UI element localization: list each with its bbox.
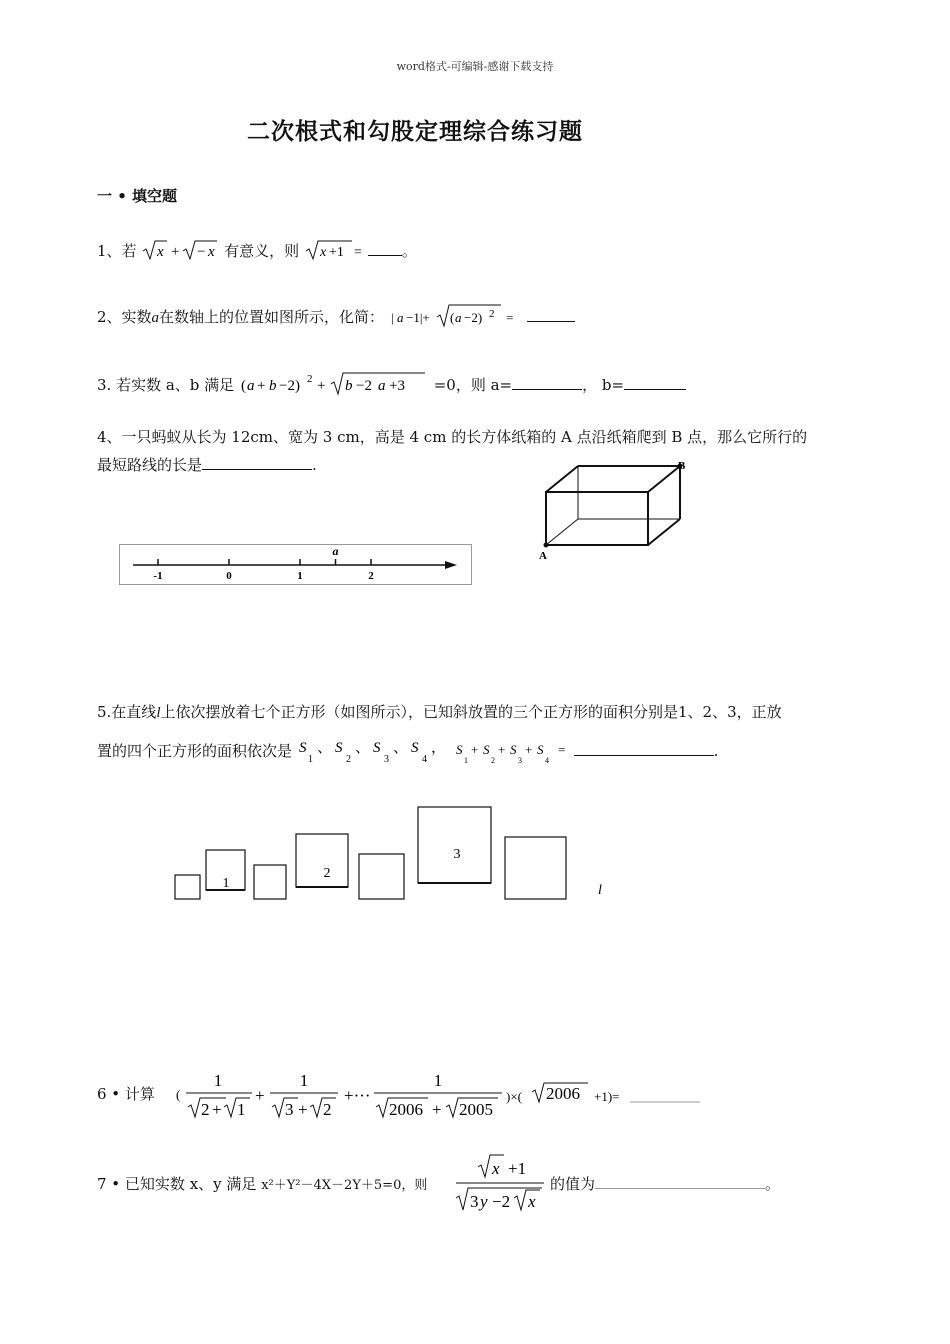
- svg-text:3: 3: [470, 1192, 479, 1211]
- label-a: A: [539, 550, 547, 562]
- q3-b-label: ， b=: [582, 376, 625, 394]
- point-a-label: a: [332, 544, 339, 558]
- number-line-figure: [119, 544, 472, 585]
- svg-text:b: b: [344, 378, 353, 394]
- svg-text:+: +: [524, 742, 532, 757]
- line-label: l: [598, 883, 602, 898]
- svg-text:3: 3: [285, 1100, 294, 1119]
- s1: S: [298, 740, 307, 756]
- q7-fraction: [452, 1152, 548, 1218]
- svg-text:a: a: [246, 378, 255, 394]
- svg-text:(: (: [176, 1087, 181, 1102]
- q7-prefix: 7 • 已知实数 x、y 满足: [97, 1175, 257, 1193]
- s3: S: [372, 740, 381, 756]
- svg-text:、: 、: [392, 740, 408, 756]
- svg-text:b: b: [268, 378, 277, 394]
- question-5-line-2: [97, 736, 718, 766]
- question-2: [97, 303, 575, 330]
- svg-text:+: +: [432, 1100, 442, 1119]
- q5-line1-rest: 上依次摆放着七个正方形（如图所示），已知斜放置的三个正方形的面积分别是1、2、3，正放: [160, 703, 782, 721]
- svg-text:、: 、: [354, 740, 370, 756]
- svg-text:a: a: [377, 378, 386, 394]
- square-label-3: 3: [453, 847, 461, 862]
- s4: S: [410, 740, 419, 756]
- svg-text:+···: +···: [344, 1086, 371, 1105]
- svg-text:=: =: [557, 742, 565, 757]
- svg-text:−2): −2): [463, 310, 483, 325]
- tilted-square-3: [418, 807, 491, 883]
- svg-text:S: S: [509, 742, 517, 757]
- label-b: B: [678, 460, 686, 472]
- svg-text:+: +: [497, 742, 505, 757]
- q7-equation: x²＋Y²－4X－2Y＋5=0，则: [261, 1178, 428, 1193]
- svg-text:y: y: [480, 1192, 488, 1211]
- squares-figure: [170, 800, 620, 906]
- svg-text:+: +: [255, 1086, 265, 1105]
- point-a-dot: [544, 543, 549, 548]
- q2-variable: a: [151, 310, 160, 326]
- q5-sum-expression: [454, 736, 574, 766]
- svg-text:2: 2: [488, 308, 495, 320]
- q3-prefix: 3. 若实数 a、b 满足: [97, 376, 235, 394]
- svg-text:3: 3: [517, 756, 522, 765]
- svg-text:1: 1: [307, 754, 313, 765]
- svg-text:1: 1: [433, 1071, 443, 1090]
- svg-text:+: +: [298, 1100, 308, 1119]
- q5-line2-text: 置的四个正方形的面积依次是: [97, 742, 293, 760]
- svg-text:4: 4: [544, 756, 549, 765]
- question-1: [97, 238, 417, 263]
- svg-text:1: 1: [213, 1071, 223, 1090]
- svg-text:2: 2: [201, 1100, 210, 1119]
- svg-text:2: 2: [490, 756, 495, 765]
- page-title: 二次根式和勾股定理综合练习题: [247, 118, 583, 145]
- svg-text:=: =: [505, 310, 514, 325]
- svg-text:，: ，: [430, 740, 446, 756]
- svg-text:+1: +1: [328, 245, 344, 260]
- svg-text:2: 2: [323, 1100, 332, 1119]
- svg-text:−: −: [197, 244, 206, 260]
- question-7: [97, 1172, 427, 1198]
- q4-line2-text: 最短路线的长是: [97, 456, 203, 474]
- question-5-line-1: [97, 700, 782, 725]
- q7-answer-blank[interactable]: [595, 1174, 765, 1189]
- q5-line-var: l: [156, 705, 161, 721]
- svg-text:2: 2: [306, 373, 313, 385]
- svg-text:S: S: [482, 742, 490, 757]
- svg-text:1: 1: [237, 1100, 246, 1119]
- svg-text:x: x: [319, 245, 327, 260]
- svg-text:+3: +3: [388, 378, 405, 394]
- q3-expression: [239, 371, 429, 397]
- q2-answer-blank[interactable]: [527, 307, 575, 322]
- q5-line1-start: 5.在直线: [97, 703, 157, 721]
- svg-text:x: x: [157, 244, 164, 260]
- section-heading: 一 • 填空题: [97, 187, 178, 205]
- q4-end: .: [312, 456, 317, 474]
- q2-expression: [389, 303, 527, 329]
- svg-text:x: x: [492, 1159, 500, 1178]
- svg-text:+: +: [212, 1100, 222, 1119]
- q1-middle: 有意义，则: [224, 242, 300, 260]
- q4-answer-blank[interactable]: [202, 455, 312, 470]
- svg-text:a: a: [396, 310, 404, 325]
- q2-text: 在数轴上的位置如图所示，化简：: [159, 308, 385, 326]
- svg-text:−2): −2): [278, 378, 300, 394]
- svg-text:2: 2: [345, 754, 351, 765]
- svg-text:1: 1: [463, 756, 468, 765]
- svg-text:−1|+: −1|+: [405, 310, 430, 325]
- tilted-square-2: [296, 834, 348, 887]
- q3-suffix: =0，则 a=: [433, 376, 513, 394]
- q3-a-blank[interactable]: [512, 375, 582, 390]
- svg-text:−2: −2: [492, 1192, 511, 1211]
- svg-text:x: x: [528, 1192, 536, 1211]
- svg-text:3: 3: [383, 754, 389, 765]
- number-line-tick-label: 1: [297, 570, 303, 582]
- q6-2006-a: 2006: [389, 1100, 423, 1119]
- number-line-tick-label: 0: [226, 570, 232, 582]
- square-label-1: 1: [222, 876, 230, 891]
- q2-prefix: 2、实数: [97, 308, 152, 326]
- svg-text:S: S: [455, 742, 463, 757]
- svg-text:)×(: )×(: [506, 1089, 522, 1104]
- svg-text:1: 1: [299, 1071, 309, 1090]
- q7-end: 。: [765, 1175, 781, 1193]
- svg-text:+1: +1: [508, 1159, 527, 1178]
- question-4-line-1: 4、一只蚂蚁从长为 12cm、宽为 3 cm，高是 4 cm 的长方体纸箱的 A 点沿纸箱爬到 B 点，那么它所行的: [97, 428, 808, 446]
- q1-prefix: 1、若: [97, 242, 137, 260]
- upright-square-2: [254, 865, 286, 899]
- q1-expression: [304, 238, 368, 262]
- svg-text:−2: −2: [355, 378, 372, 394]
- svg-text:+: +: [256, 378, 266, 394]
- svg-text:+: +: [316, 378, 326, 394]
- cuboid-figure: [532, 456, 692, 566]
- svg-text:x: x: [208, 244, 215, 260]
- q6-prefix: 6 • 计算: [97, 1085, 155, 1103]
- square-label-2: 2: [323, 866, 331, 881]
- upright-square-3: [359, 854, 404, 899]
- svg-text:|: |: [390, 310, 394, 325]
- q5-s-terms: [297, 736, 449, 766]
- svg-text:4: 4: [421, 754, 427, 765]
- q5-answer-blank[interactable]: [574, 741, 714, 756]
- svg-text:a: a: [454, 310, 462, 325]
- q1-answer-blank[interactable]: [368, 241, 402, 256]
- svg-text:=: =: [353, 245, 362, 260]
- q6-2005: 2005: [459, 1100, 493, 1119]
- svg-text:(: (: [449, 310, 455, 325]
- q6-2006-b: 2006: [546, 1084, 580, 1103]
- svg-text:S: S: [536, 742, 544, 757]
- q1-radicals: [141, 238, 219, 262]
- q6-expression: [170, 1064, 710, 1124]
- s2: S: [334, 740, 343, 756]
- number-line-tick-label: -1: [153, 570, 163, 582]
- question-4-line-2: [97, 453, 317, 477]
- svg-text:+1)=: +1)=: [594, 1089, 620, 1104]
- svg-text:(: (: [240, 378, 246, 394]
- q3-b-blank[interactable]: [624, 375, 686, 390]
- upright-square-1: [175, 875, 200, 899]
- number-line-tick-label: 2: [368, 570, 374, 582]
- q1-suffix: 。: [401, 242, 417, 260]
- upright-square-4: [505, 837, 566, 899]
- question-7-end: [550, 1172, 780, 1196]
- q5-end: .: [713, 742, 719, 760]
- svg-text:+: +: [171, 244, 180, 260]
- page-header: word格式-可编辑-感谢下载支持: [396, 60, 554, 73]
- question-3: [97, 371, 686, 397]
- q7-suffix: 的值为: [550, 1175, 596, 1193]
- svg-text:、: 、: [316, 740, 332, 756]
- svg-text:+: +: [470, 742, 478, 757]
